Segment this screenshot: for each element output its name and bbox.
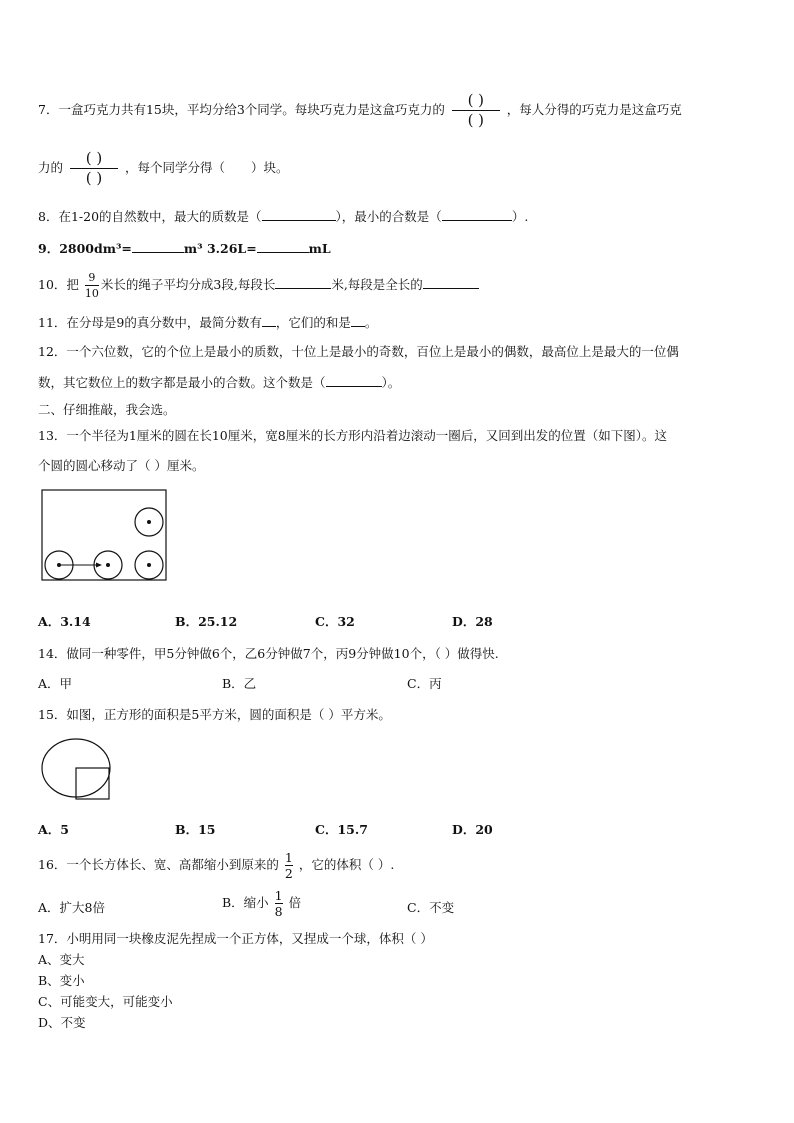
answer-blank[interactable] — [262, 208, 336, 221]
circle-center-dot — [57, 563, 61, 567]
arrow-head-icon — [96, 563, 102, 568]
question-9 — [38, 240, 331, 257]
answer-blank[interactable] — [275, 276, 331, 289]
question-10-text-3: 米,每段是全长的 — [331, 277, 423, 292]
option-a[interactable]: A．扩大8倍 — [38, 900, 105, 915]
answer-blank[interactable] — [262, 314, 276, 327]
question-16-text-1: 16．一个长方体长、宽、高都缩小到原来的 — [38, 857, 279, 872]
question-7-text-4: ，每个同学分得（ — [124, 160, 225, 175]
question-13-line-1: 13．一个半径为1厘米的圆在长10厘米，宽8厘米的长方形内沿着边滚动一圈后，又回到出发的位置（如下图）。这 — [38, 428, 667, 443]
question-7-text-1: 7．一盒巧克力共有15块，平均分给3个同学。每块巧克力是这盒巧克力的 — [38, 102, 445, 117]
option-a[interactable]: A．3.14 — [38, 614, 91, 629]
question-10 — [38, 270, 479, 301]
circle-center-dot — [147, 563, 151, 567]
option-b[interactable]: B．缩小 $\frac{1}{8}$ 倍 — [222, 888, 302, 919]
question-8-text-1: 8．在1-20的自然数中，最大的质数是（ — [38, 209, 262, 224]
question-7-text-5: ）块。 — [251, 160, 289, 175]
question-12-line-1: 12．一个六位数，它的个位上是最小的质数，十位上是最小的奇数，百位上是最小的偶数，最高位上是最大的一位偶 — [38, 344, 679, 359]
square-shape — [76, 768, 109, 799]
answer-blank[interactable] — [257, 240, 309, 253]
option-c[interactable]: C．丙 — [407, 676, 442, 691]
question-15: 15．如图，正方形的面积是5平方米，圆的面积是（ ）平方米。 — [38, 707, 391, 722]
circle-square-figure — [40, 738, 115, 804]
option-a[interactable]: A、变大 — [38, 952, 85, 967]
question-11 — [38, 314, 377, 331]
question-16-fraction: $\frac{1}{2}$ — [284, 850, 293, 881]
option-d[interactable]: D．20 — [452, 822, 493, 837]
question-8 — [38, 208, 528, 225]
question-7-line-2 — [38, 150, 289, 187]
rectangle-shape — [42, 490, 166, 580]
answer-blank[interactable] — [423, 276, 479, 289]
question-17: 17．小明用同一块橡皮泥先捏成一个正方体，又捏成一个球，体积（ ） — [38, 931, 433, 946]
option-b[interactable]: B．25.12 — [175, 614, 238, 629]
question-11-text-2: ，它们的和是 — [275, 315, 351, 330]
question-12-text-end: ）。 — [381, 375, 401, 390]
answer-blank[interactable] — [132, 240, 184, 253]
option-b[interactable]: B．乙 — [222, 676, 257, 691]
circle-center-dot — [147, 520, 151, 524]
question-7-line-1 — [38, 92, 682, 129]
answer-blank[interactable] — [442, 208, 512, 221]
option-a[interactable]: A．5 — [38, 822, 69, 837]
question-11-text-1: 11．在分母是9的真分数中，最简分数有 — [38, 315, 262, 330]
question-7-blank-fraction-2: $\frac{( )}{( )}$ — [70, 150, 118, 187]
question-9-text-3: mL — [308, 241, 331, 256]
question-7-blank-fraction-1: $\frac{( )}{( )}$ — [452, 92, 500, 129]
option-c[interactable]: C．不变 — [407, 900, 455, 915]
option-a[interactable]: A．甲 — [38, 676, 73, 691]
question-7-text-2: ，每人分得的巧克力是这盒巧克 — [506, 102, 682, 117]
section-heading: 二、仔细推敲，我会选。 — [38, 402, 176, 417]
question-12-text: 数，其它数位上的数字都是最小的合数。这个数是（ — [38, 375, 326, 390]
question-12-line-2 — [38, 374, 400, 391]
circle-center-dot — [106, 563, 110, 567]
question-7-text-3: 力的 — [38, 160, 64, 175]
question-9-text-2: m³ 3.26L= — [183, 241, 257, 256]
question-13-line-2: 个圆的圆心移动了（ ）厘米。 — [38, 458, 205, 473]
rolling-circle-figure — [40, 488, 170, 583]
option-b[interactable]: B．15 — [175, 822, 216, 837]
option-b[interactable]: B、变小 — [38, 973, 85, 988]
option-d[interactable]: D．28 — [452, 614, 493, 629]
question-11-text-3: 。 — [364, 315, 378, 330]
option-c[interactable]: C．32 — [315, 614, 355, 629]
option-c[interactable]: C、可能变大，可能变小 — [38, 994, 173, 1009]
question-10-text-2: 米长的绳子平均分成3段,每段长 — [100, 277, 276, 292]
question-14: 14．做同一种零件，甲5分钟做6个，乙6分钟做7个，丙9分钟做10个，（ ）做得快. — [38, 646, 499, 661]
question-16 — [38, 850, 394, 881]
answer-blank[interactable] — [326, 374, 382, 387]
question-8-text-2: ），最小的合数是（ — [335, 209, 442, 224]
answer-blank[interactable] — [351, 314, 365, 327]
question-10-fraction: $\frac{9}{10}$ — [84, 271, 99, 300]
question-8-text-3: ）. — [511, 209, 529, 224]
option-d[interactable]: D、不变 — [38, 1015, 86, 1030]
question-9-text-1: 9．2800dm³= — [38, 241, 132, 256]
question-16-text-2: ，它的体积（ ）. — [298, 857, 395, 872]
question-10-text-1: 10．把 — [38, 277, 79, 292]
option-b-fraction: $\frac{1}{8}$ — [274, 888, 283, 919]
option-c[interactable]: C．15.7 — [315, 822, 368, 837]
